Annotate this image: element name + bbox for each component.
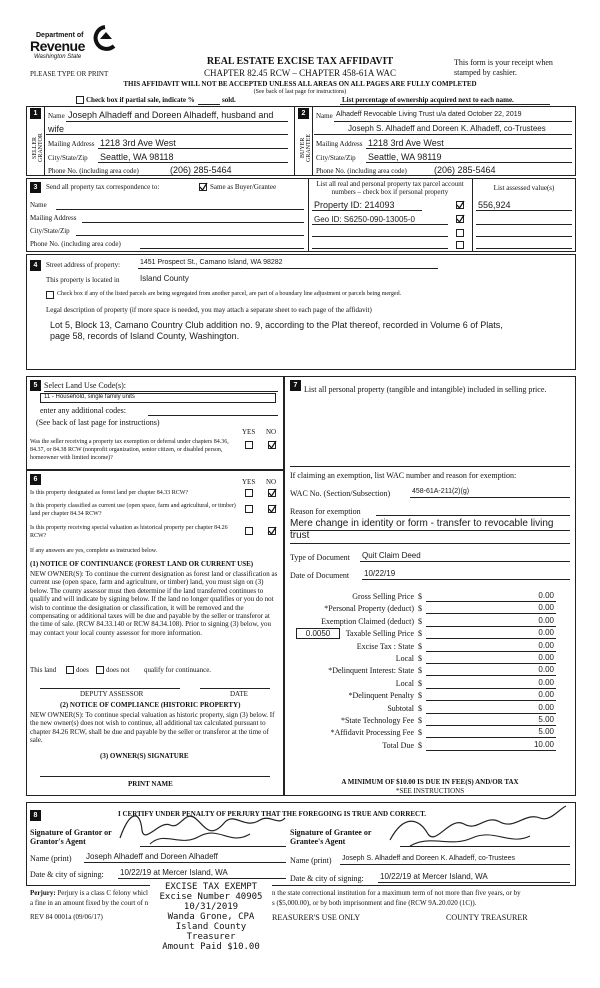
buyer-mailing-value[interactable]: 1218 3rd Ave West (368, 138, 444, 148)
fee-row-label: Gross Selling Price (352, 592, 414, 601)
fee-row-value[interactable]: 0.00 (538, 665, 554, 675)
fee-row-currency: $ (418, 604, 422, 614)
section-8-number: 8 (30, 810, 41, 821)
see-back-note: (See back of last page for instructions) (253, 89, 347, 95)
parcel-2-value[interactable]: Geo ID: S6250-090-13005-0 (314, 215, 415, 224)
stamp-line-5: Island County Treasurer (175, 922, 247, 942)
does-label: does (76, 666, 89, 674)
s6-yes: YES (242, 478, 256, 486)
legal-description-label: Legal description of property (if more space is needed, you may attach a separate sheet to each page of the affidavit) (46, 306, 372, 314)
check-mark-icon (268, 488, 277, 497)
reason-value[interactable]: Mere change in identity or form - transfer to revocable living trust (290, 518, 554, 541)
street-address-label: Street address of property: (46, 261, 121, 269)
receipt-note: This form is your receipt when stamped by cashier. (454, 58, 553, 77)
personal-property-label: List all personal property (tangible and intangible) included in selling price. (304, 385, 547, 394)
fee-row-currency: $ (418, 740, 422, 750)
fee-row-label: Total Due (382, 740, 414, 750)
grantee-name-label: Name (print) (290, 856, 332, 865)
exemption-yes-checkbox[interactable] (245, 441, 253, 449)
owner-signature-label: (3) OWNER(S) SIGNATURE (100, 752, 189, 760)
land-use-value: 11 - Household, single family units (44, 394, 135, 400)
fee-row-label: Local (395, 654, 414, 663)
s5-no: NO (266, 428, 277, 436)
check-mark-icon (456, 200, 465, 209)
fee-row-currency: $ (418, 691, 422, 701)
please-type: PLEASE TYPE OR PRINT (30, 70, 109, 78)
form-revision: REV 84 0001a (09/06/17) (30, 913, 103, 921)
see-instructions-note: *SEE INSTRUCTIONS (395, 787, 465, 795)
doc-type-label: Type of Document (290, 553, 350, 562)
street-address-value[interactable]: 1451 Prospect St., Camano Island, WA 98282 (140, 259, 283, 266)
logo-dept: Department of (36, 32, 84, 39)
s3-mailing-label: Mailing Address (30, 214, 77, 222)
seller-name-value-2[interactable]: wife (48, 124, 65, 134)
current-use-question: Is this property classified as current use (open space, farm and agricultural, or timber) land per chapter 84.34 RCW? (30, 503, 236, 517)
fee-row-value[interactable]: 0.00 (538, 640, 554, 650)
fee-row-label: *Affidavit Processing Fee (330, 728, 414, 738)
fee-row-currency: $ (418, 616, 422, 626)
buyer-city-label: City/State/Zip (316, 154, 356, 162)
sold-label: sold. (222, 96, 236, 104)
stamp-line-4: Wanda Grone, CPA (167, 912, 255, 922)
form-chapter: CHAPTER 82.45 RCW – CHAPTER 458-61A WAC (204, 68, 396, 78)
section-7-number: 7 (290, 380, 301, 391)
doc-date-label: Date of Document (290, 571, 350, 580)
seller-phone-label: Phone No. (including area code) (48, 167, 139, 175)
certify-statement: I CERTIFY UNDER PENALTY OF PERJURY THAT THE FOREGOING IS TRUE AND CORRECT. (118, 810, 427, 818)
does-checkbox[interactable] (66, 666, 74, 674)
stamp-line-3: 10/31/2019 (183, 902, 239, 912)
check-mark-icon (268, 526, 277, 535)
grantor-signature-label: Signature of Grantor or Grantor's Agent (30, 828, 112, 846)
seller-city-label: City/State/Zip (48, 154, 88, 162)
buyer-mailing-label: Mailing Address (316, 140, 363, 148)
county-treasurer-label: COUNTY TREASURER (446, 913, 528, 922)
seller-name-value[interactable]: Joseph Alhadeff and Doreen Alhadeff, husband and (68, 110, 274, 120)
s5-yes: YES (242, 428, 256, 436)
buyer-name-value[interactable]: Alhadeff Revocable Living Trust u/a dated October 22, 2019 (336, 111, 522, 118)
fee-row-value[interactable]: 5.00 (538, 727, 554, 737)
notice-continuance-title: (1) NOTICE OF CONTINUANCE (FOREST LAND OR CURRENT USE) (30, 560, 254, 568)
perjury-title: Perjury: (30, 889, 56, 897)
section-3-number: 3 (30, 182, 41, 193)
located-in-value[interactable]: Island County (140, 274, 189, 283)
fee-row-label: Exemption Claimed (deduct) (321, 616, 414, 626)
notice-compliance-title: (2) NOTICE OF COMPLIANCE (HISTORIC PROPERTY) (60, 701, 241, 709)
s6-date-label: DATE (230, 690, 248, 698)
this-land-label: This land (30, 666, 57, 674)
qualify-label: qualify for continuance. (144, 666, 212, 674)
exemption-question: Was the seller receiving a property tax exemption or deferral under chapters 84.36, 84.37, or 84.38 RCW (nonprofit organization, senior citizen, or disabled person, homeowner with limited income)? (30, 439, 229, 461)
s3-phone-label: Phone No. (including area code) (30, 240, 121, 248)
fee-row-value[interactable]: 0.00 (538, 603, 554, 613)
list-percentage-note: List percentage of ownership acquired next to each name. (342, 96, 514, 104)
assessed-header: List assessed value(s) (493, 184, 555, 192)
deputy-assessor-label: DEPUTY ASSESSOR (80, 690, 144, 698)
perjury-text-left: Perjury is a class C felony whicl (57, 889, 148, 897)
fee-row-value[interactable]: 0.00 (538, 702, 554, 712)
fee-row-value[interactable]: 0.00 (538, 628, 554, 638)
q3-yes-checkbox[interactable] (245, 527, 253, 535)
grantee-date-value[interactable]: 10/22/19 at Mercer Island, WA (380, 872, 488, 881)
grantor-date-label: Date & city of signing: (30, 870, 104, 879)
check-mark-icon (456, 214, 465, 223)
seller-mailing-value[interactable]: 1218 3rd Ave West (100, 138, 176, 148)
buyer-name-label: Name (316, 112, 333, 120)
treasurer-stamp (150, 882, 272, 952)
stamp-line-2: Excise Number 40905 (159, 892, 263, 902)
fee-row-label: *Delinquent Interest: State (328, 666, 414, 676)
local-rate-value: 0.0050 (305, 629, 331, 638)
perjury-text-left-2: a fine in an amount fixed by the court of n (30, 899, 149, 907)
wac-value[interactable]: 458-61A-211(2)(g) (412, 488, 470, 495)
fee-row-label: *Delinquent Penalty (348, 691, 414, 701)
s3-name-label: Name (30, 201, 47, 209)
stamp-line-1: EXCISE TAX EXEMPT (164, 882, 258, 892)
fee-row-value[interactable]: 0.00 (538, 677, 554, 687)
minimum-fee-note: A MINIMUM OF $10.00 IS DUE IN FEE(S) AND/OR TAX (341, 778, 519, 786)
fee-row-currency: $ (418, 728, 422, 738)
wac-label: WAC No. (Section/Subsection) (290, 489, 391, 498)
logo-mark-icon (92, 24, 118, 54)
logo-name: Revenue (30, 38, 85, 54)
parcel-3-checkbox[interactable] (456, 229, 464, 237)
located-in-label: This property is located in (46, 276, 120, 284)
s5-see-back: (See back of last page for instructions) (36, 418, 160, 427)
seller-grantor-label: SELLER GRANTOR (32, 133, 44, 163)
fee-row-currency: $ (418, 716, 422, 725)
does-not-label: does not (106, 666, 130, 674)
grantor-date-value[interactable]: 10/22/19 at Mercer Island, WA (120, 868, 228, 877)
buyer-grantee-label: BUYER GRANTEE (300, 134, 312, 162)
parcel-1-value[interactable]: Property ID: 214093 (314, 200, 395, 210)
fee-row-value[interactable]: 5.00 (538, 715, 554, 724)
seller-name-label: Name (48, 112, 65, 120)
additional-codes-label: enter any additional codes: (40, 406, 126, 415)
perjury-text-right-2: s ($5,000.00), or by both imprisonment and fine (RCW 9A.20.020 (1C)). (272, 899, 477, 907)
fee-row-currency: $ (418, 654, 422, 663)
check-mark-icon (268, 504, 277, 513)
section-5-number: 5 (30, 380, 41, 391)
logo-state: Washington State (34, 54, 82, 60)
seller-mailing-label: Mailing Address (48, 140, 95, 148)
treasurer-use-label: REASURER'S USE ONLY (272, 913, 361, 922)
fee-row-currency: $ (418, 703, 422, 713)
doc-type-value[interactable]: Quit Claim Deed (362, 551, 421, 560)
claiming-exemption-label: If claiming an exemption, list WAC number and reason for exemption: (290, 471, 517, 480)
print-name-label: PRINT NAME (128, 780, 173, 788)
fee-row-currency: $ (418, 592, 422, 601)
legal-description-value[interactable]: Lot 5, Block 13, Camano Country Club addition no. 9, according to the Plat thereof, recorded in Volume 6 of Plats, page 58, records of Island County, Washington. (50, 320, 503, 341)
buyer-city-value[interactable]: Seattle, WA 98119 (368, 152, 442, 162)
doc-date-value[interactable]: 10/22/19 (364, 569, 396, 578)
buyer-phone-value[interactable]: (206) 285-5464 (434, 165, 496, 175)
fee-row-label: Subtotal (387, 703, 414, 713)
segregated-label: Check box if any of the listed parcels are being segregated from another parcel, are part of a boundary line adjustment or parcels being merged. (57, 291, 402, 297)
grantee-signature-image[interactable] (380, 800, 570, 850)
fee-row-value[interactable]: 10.00 (533, 739, 554, 749)
buyer-name-value-2[interactable]: Joseph S. Alhadeff and Doreen K. Alhadeff, co-Trustees (348, 124, 546, 133)
section-4-number: 4 (30, 260, 41, 271)
check-mark-icon (199, 182, 208, 191)
stamp-line-6: Amount Paid $10.00 (162, 942, 260, 952)
grantee-signature-label: Signature of Grantee or Grantee's Agent (290, 828, 372, 846)
parcel-list-header: List all real and personal property tax parcel account numbers – check box if personal property (316, 180, 464, 196)
parcel-4-checkbox[interactable] (456, 241, 464, 249)
partial-sale-checkbox[interactable] (76, 96, 84, 104)
buyer-phone-label: Phone No. (including area code) (316, 167, 407, 175)
grantee-name-value[interactable]: Joseph S. Alhadeff and Doreen K. Alhadeff, co-Trustees (342, 855, 516, 862)
form-warning: THIS AFFIDAVIT WILL NOT BE ACCEPTED UNLESS ALL AREAS ON ALL PAGES ARE FULLY COMPLETED (123, 80, 477, 88)
does-not-checkbox[interactable] (96, 666, 104, 674)
fee-row-label: Local (395, 678, 414, 688)
s6-no: NO (266, 478, 277, 486)
land-use-label: Select Land Use Code(s): (44, 381, 126, 390)
fee-row-currency: $ (418, 629, 422, 639)
fee-row-label: Taxable Selling Price (345, 629, 414, 639)
fee-row-currency: $ (418, 641, 422, 651)
logo (30, 24, 120, 64)
partial-sale-label: Check box if partial sale, indicate % (86, 96, 195, 104)
forest-land-question: Is this property designated as forest land per chapter 84.33 RCW? (30, 490, 189, 496)
fee-row-value[interactable]: 0.00 (538, 615, 554, 625)
fee-row-label: *State Technology Fee (340, 716, 414, 725)
same-as-buyer-label: Same as Buyer/Grantee (210, 183, 277, 191)
fee-row-currency: $ (418, 666, 422, 676)
send-correspondence-label: Send all property tax correspondence to: (46, 183, 160, 191)
check-mark-icon (268, 440, 277, 449)
historic-question: Is this property receiving special valuation as historical property per chapter 84.26 RCW? (30, 525, 228, 539)
fee-row-currency: $ (418, 678, 422, 688)
form-title: REAL ESTATE EXCISE TAX AFFIDAVIT (206, 56, 394, 67)
perjury-left (30, 889, 148, 897)
grantee-date-label: Date & city of signing: (290, 874, 364, 883)
grantor-signature-image[interactable] (110, 800, 290, 850)
if-yes-note: If any answers are yes, complete as instructed below. (30, 548, 158, 554)
section-2-number: 2 (298, 108, 309, 119)
fee-row-label: *Personal Property (deduct) (324, 604, 414, 614)
fee-row-value[interactable]: 0.00 (538, 690, 554, 700)
fee-row-value[interactable]: 0.00 (538, 591, 554, 600)
seller-city-value[interactable]: Seattle, WA 98118 (100, 152, 174, 162)
grantor-name-value[interactable]: Joseph Alhadeff and Doreen Alhadeff (86, 852, 218, 861)
q2-yes-checkbox[interactable] (245, 505, 253, 513)
assessed-1-value[interactable]: 556,924 (478, 200, 511, 210)
s3-city-label: City/State/Zip (30, 227, 70, 235)
notice-continuance-text: NEW OWNER(S): To continue the current designation as forest land or classification as current use (open space, farm and agriculture, or timber) land, you must sign on (3) below. The county assessor must then determine if the land transferred continues to qualify and will indicate by signing below. If the land no longer qualifies or you do not wish to continue the designation or classification, it will be removed and the compensating or additional taxes will be due and payable by the seller or transferor at the time of sale. (RCW 84.33.140 or RCW 84.34.108). Prior to signing (3) below, you may contact your local county assessor for more information. (30, 570, 278, 637)
grantor-name-label: Name (print) (30, 854, 72, 863)
perjury-text-right: n the state correctional institution for a maximum term of not more than five years, or by (272, 889, 521, 897)
seller-phone-value[interactable]: (206) 285-5464 (170, 165, 232, 175)
section-6-number: 6 (30, 474, 41, 485)
q1-yes-checkbox[interactable] (245, 489, 253, 497)
fee-row-label: Excise Tax : State (356, 641, 414, 651)
segregated-checkbox[interactable] (46, 291, 54, 299)
section-1-number: 1 (30, 108, 41, 119)
reason-label: Reason for exemption (290, 507, 361, 516)
fee-row-value[interactable]: 0.00 (538, 653, 554, 662)
notice-compliance-text: NEW OWNER(S): To continue special valuation as historic property, sign (3) below. If the new owner(s) does not wish to continue, all additional tax calculated pursuant to chapter 84.26 RCW, shall be due and payable by the seller or transferor at the time of sale. (30, 711, 275, 745)
